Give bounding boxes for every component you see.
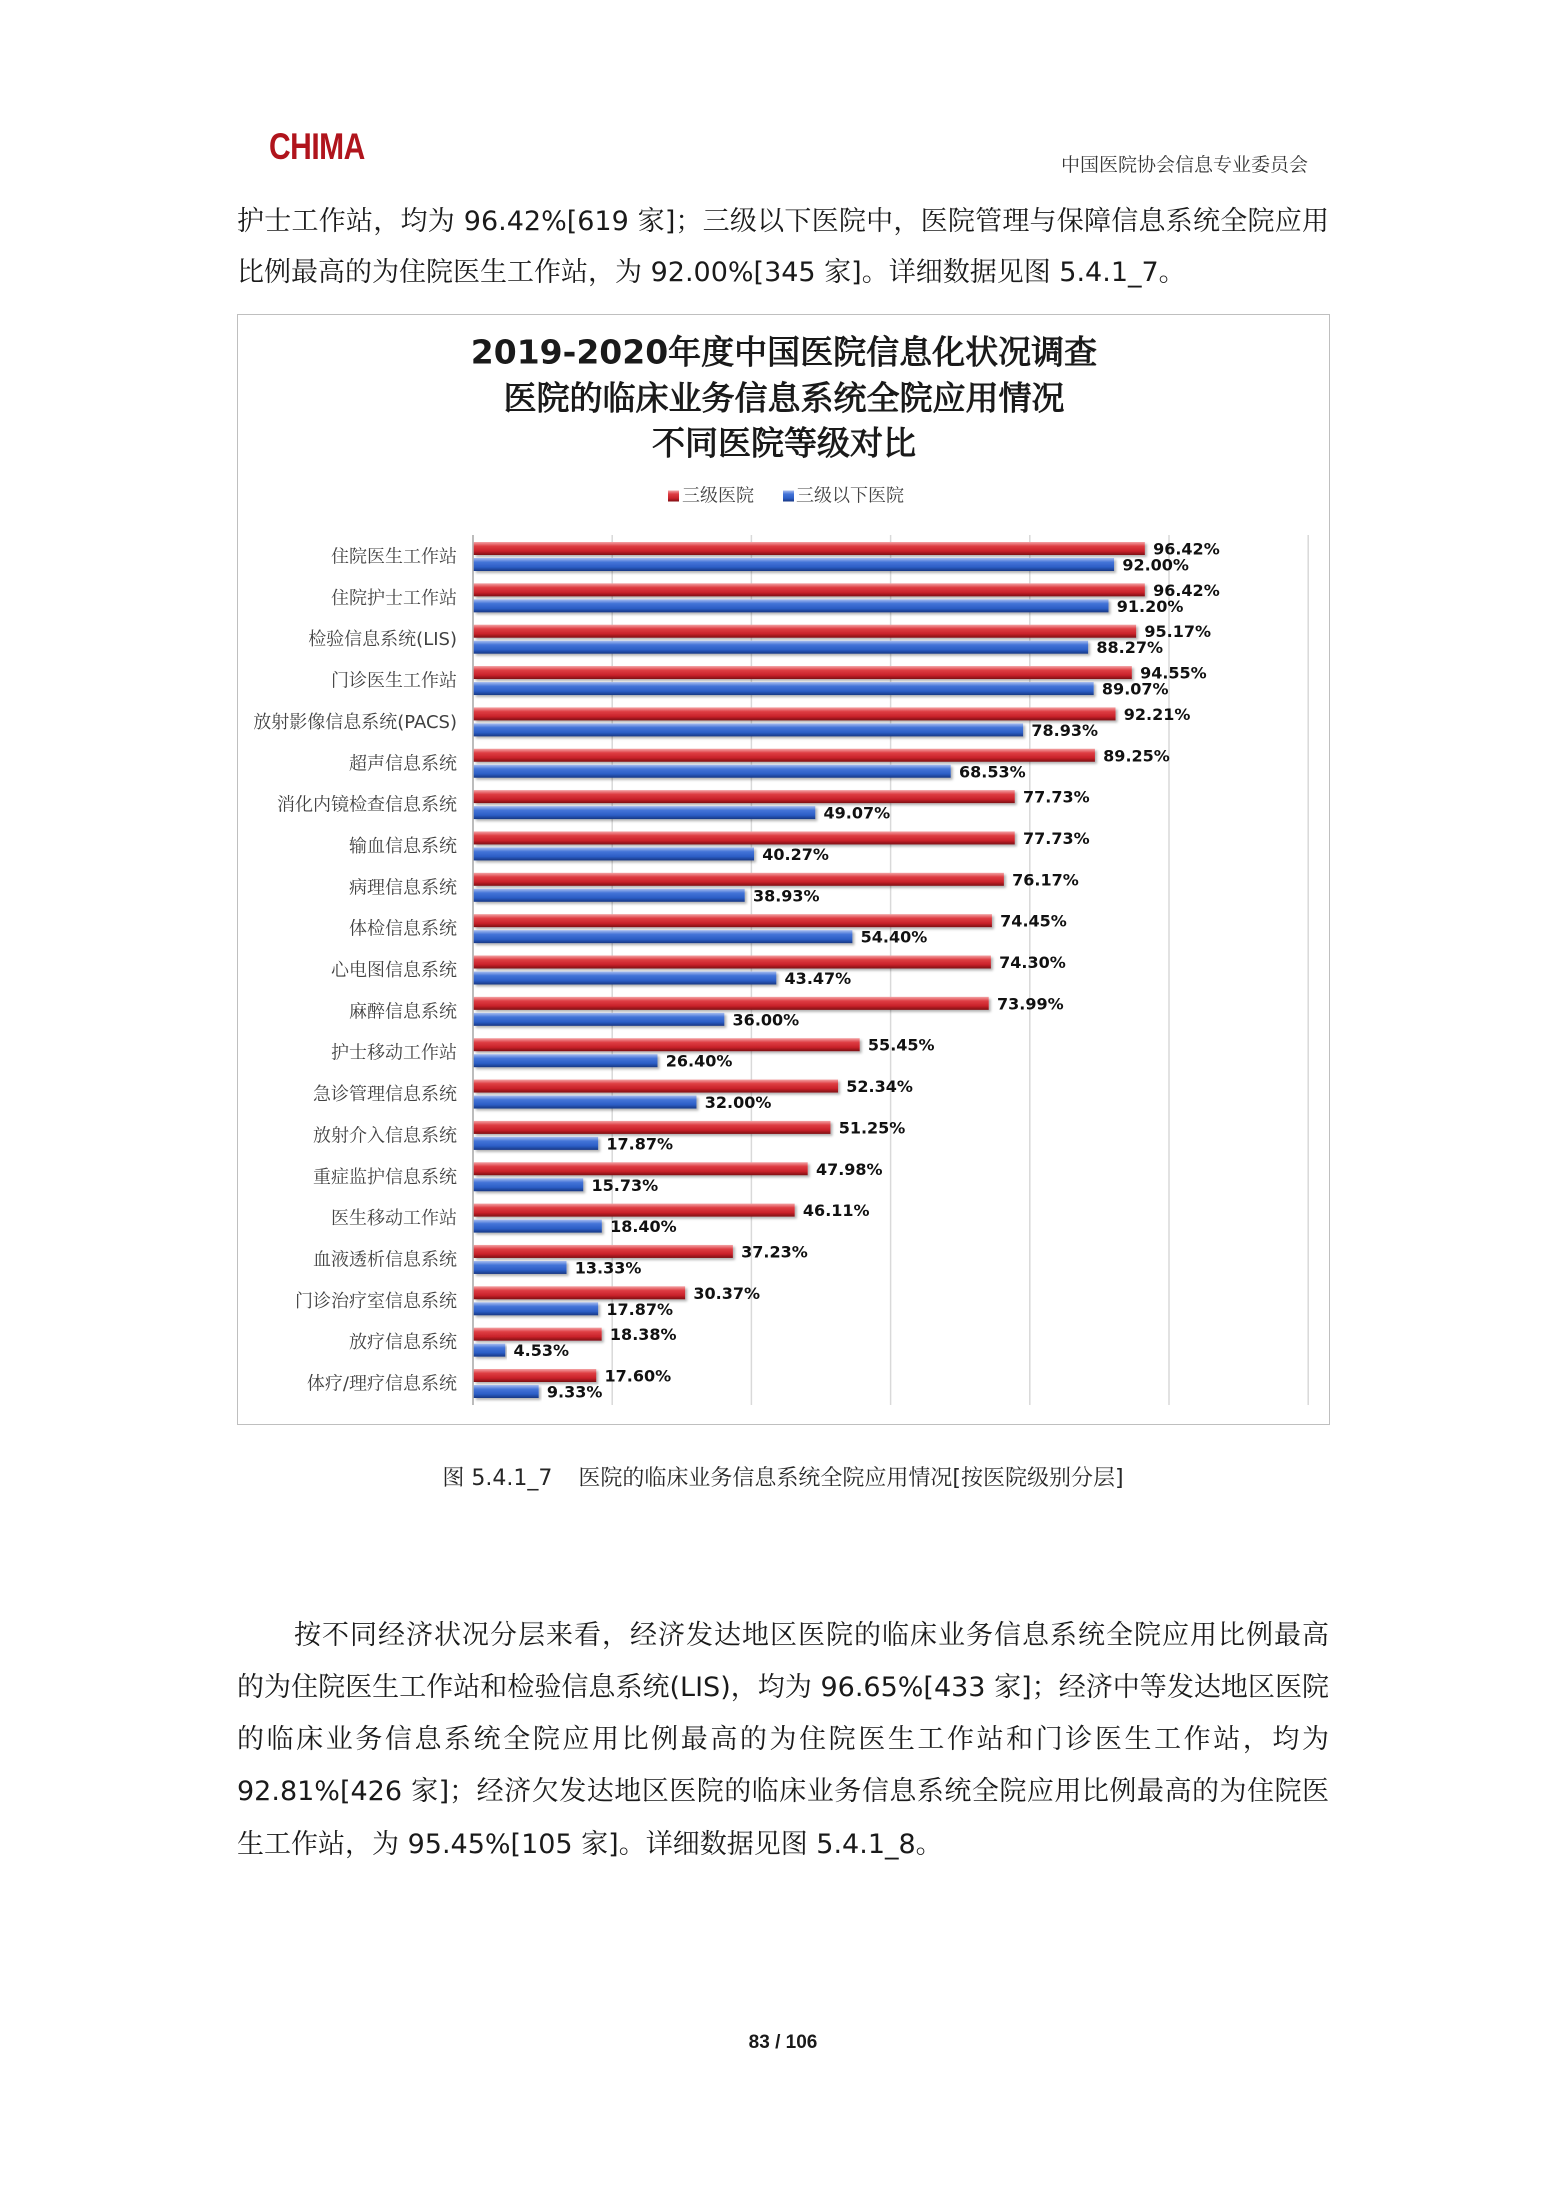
paragraph-2-line-5: 生工作站，为 95.45%[105 家]。详细数据见图 5.4.1_8。 [237, 1829, 943, 1860]
bar-tertiary-hospital [474, 666, 1132, 679]
legend-label-below-tertiary-hospital: 三级以下医院 [796, 485, 904, 507]
bar-below-tertiary-hospital [474, 930, 853, 943]
data-label-below-tertiary-hospital: 4.53% [513, 1341, 570, 1361]
data-label-below-tertiary-hospital: 36.00% [732, 1010, 800, 1030]
data-label-below-tertiary-hospital: 88.27% [1096, 638, 1163, 658]
bar-below-tertiary-hospital [474, 682, 1094, 695]
chart-frame [237, 314, 1330, 1425]
bar-below-tertiary-hospital [474, 1261, 567, 1274]
category-label: 病理信息系统 [349, 877, 457, 899]
paragraph-2-line-4: 92.81%[426 家]；经济欠发达地区医院的临床业务信息系统全院应用比例最高的为住院医 [237, 1776, 1329, 1807]
bar-below-tertiary-hospital [474, 847, 754, 860]
figure-caption [237, 1466, 1329, 1492]
chart-title-line-2: 医院的临床业务信息系统全院应用情况 [503, 378, 1065, 418]
bar-tertiary-hospital [474, 1080, 838, 1093]
bar-below-tertiary-hospital [474, 558, 1114, 571]
data-label-tertiary-hospital: 96.42% [1153, 539, 1220, 559]
data-label-tertiary-hospital: 89.25% [1103, 746, 1170, 766]
category-label: 体疗/理疗信息系统 [306, 1373, 457, 1395]
data-label-tertiary-hospital: 95.17% [1144, 622, 1212, 642]
data-label-tertiary-hospital: 94.55% [1140, 663, 1207, 683]
data-label-below-tertiary-hospital: 68.53% [958, 762, 1026, 782]
bar-tertiary-hospital [474, 831, 1015, 844]
data-label-tertiary-hospital: 30.37% [693, 1283, 761, 1303]
data-label-below-tertiary-hospital: 54.40% [860, 927, 928, 947]
chima-logo: CHIMA [269, 126, 365, 168]
data-label-below-tertiary-hospital: 78.93% [1031, 720, 1098, 740]
bar-tertiary-hospital [474, 707, 1116, 720]
data-label-below-tertiary-hospital: 15.73% [591, 1175, 659, 1195]
bar-tertiary-hospital [474, 625, 1136, 638]
category-label: 输血信息系统 [349, 835, 457, 857]
legend-swatch-tertiary-hospital [668, 491, 679, 502]
bar-below-tertiary-hospital [474, 723, 1023, 736]
bar-tertiary-hospital [474, 873, 1004, 886]
bar-below-tertiary-hospital [474, 641, 1088, 654]
paragraph-2-line-3: 的临床业务信息系统全院应用比例最高的为住院医生工作站和门诊医生工作站，均为 [237, 1724, 1329, 1755]
data-label-tertiary-hospital: 18.38% [609, 1325, 677, 1345]
category-label: 体检信息系统 [349, 918, 457, 940]
data-label-tertiary-hospital: 37.23% [741, 1242, 808, 1262]
category-label: 放疗信息系统 [349, 1332, 457, 1354]
paragraph-2-line-1: 按不同经济状况分层来看，经济发达地区医院的临床业务信息系统全院应用比例最高 [294, 1620, 1329, 1651]
bar-tertiary-hospital [474, 1038, 860, 1051]
data-label-tertiary-hospital: 92.21% [1123, 704, 1191, 724]
bar-tertiary-hospital [474, 749, 1095, 762]
data-label-below-tertiary-hospital: 9.33% [546, 1382, 603, 1402]
data-label-below-tertiary-hospital: 43.47% [784, 969, 852, 988]
bar-below-tertiary-hospital [474, 889, 745, 902]
data-label-below-tertiary-hospital: 18.40% [610, 1217, 677, 1237]
bar-below-tertiary-hospital [474, 1013, 725, 1026]
data-label-below-tertiary-hospital: 49.07% [823, 803, 891, 823]
data-label-tertiary-hospital: 77.73% [1023, 828, 1090, 848]
legend-swatch-below-tertiary-hospital [783, 491, 794, 502]
paragraph-2-line-2: 的为住院医生工作站和检验信息系统(LIS)，均为 96.65%[433 家]；经济中等发达地区医院 [237, 1672, 1329, 1703]
bar-tertiary-hospital [474, 790, 1015, 803]
header-organization-name: 中国医院协会信息专业委员会 [1060, 154, 1308, 176]
category-label: 护士移动工作站 [331, 1042, 457, 1064]
category-label: 麻醉信息系统 [349, 1001, 457, 1023]
bar-below-tertiary-hospital [474, 1220, 602, 1233]
data-label-below-tertiary-hospital: 17.87% [606, 1299, 674, 1319]
bar-chart [238, 315, 1329, 1424]
data-label-tertiary-hospital: 55.45% [867, 1035, 935, 1055]
bar-tertiary-hospital [474, 1369, 596, 1382]
bar-tertiary-hospital [474, 1328, 602, 1341]
bar-below-tertiary-hospital [474, 806, 816, 819]
paragraph-1-line-2: 比例最高的为住院医生工作站，为 92.00%[345 家]。详细数据见图 5.4.1_7。 [237, 257, 1186, 288]
category-label: 血液透析信息系统 [313, 1249, 457, 1271]
category-label: 门诊治疗室信息系统 [295, 1290, 457, 1312]
bar-tertiary-hospital [474, 914, 992, 927]
category-label: 住院护士工作站 [331, 587, 457, 609]
bar-tertiary-hospital [474, 1286, 685, 1299]
data-label-tertiary-hospital: 52.34% [846, 1077, 913, 1097]
data-label-tertiary-hospital: 47.98% [815, 1159, 883, 1179]
bar-tertiary-hospital [474, 997, 989, 1010]
data-label-below-tertiary-hospital: 13.33% [574, 1258, 642, 1278]
bar-below-tertiary-hospital [474, 1385, 539, 1398]
data-label-below-tertiary-hospital: 26.40% [665, 1051, 733, 1071]
category-label: 住院医生工作站 [331, 546, 457, 568]
data-label-below-tertiary-hospital: 91.20% [1116, 596, 1184, 616]
data-label-tertiary-hospital: 96.42% [1153, 580, 1220, 600]
figure-caption-number: 图 5.4.1_7 [442, 1466, 553, 1491]
data-label-below-tertiary-hospital: 89.07% [1101, 679, 1169, 699]
bar-below-tertiary-hospital [474, 1096, 697, 1109]
bar-tertiary-hospital [474, 583, 1145, 596]
bar-tertiary-hospital [474, 542, 1145, 555]
chart-legend [668, 486, 904, 507]
data-label-tertiary-hospital: 77.73% [1023, 787, 1090, 807]
chart-title-line-1: 2019-2020年度中国医院信息化状况调查 [470, 332, 1098, 372]
bar-below-tertiary-hospital [474, 1178, 583, 1191]
category-label: 放射影像信息系统(PACS) [253, 711, 457, 733]
data-label-tertiary-hospital: 51.25% [838, 1118, 906, 1138]
category-label: 心电图信息系统 [331, 960, 457, 981]
category-label: 重症监护信息系统 [313, 1166, 457, 1188]
bar-tertiary-hospital [474, 1121, 831, 1134]
chart-title-line-3: 不同医院等级对比 [652, 423, 916, 463]
data-label-tertiary-hospital: 76.17% [1012, 870, 1079, 890]
category-label: 超声信息系统 [349, 753, 457, 775]
page-number: 83 / 106 [748, 2032, 818, 2053]
data-label-below-tertiary-hospital: 38.93% [752, 886, 820, 906]
bar-below-tertiary-hospital [474, 765, 951, 778]
data-label-below-tertiary-hospital: 92.00% [1122, 555, 1189, 575]
category-label: 消化内镜检查信息系统 [277, 794, 457, 816]
category-label: 急诊管理信息系统 [313, 1084, 457, 1106]
bar-below-tertiary-hospital [474, 599, 1109, 612]
category-label: 放射介入信息系统 [313, 1125, 457, 1147]
category-label: 检验信息系统(LIS) [308, 629, 457, 651]
data-label-tertiary-hospital: 46.11% [802, 1201, 870, 1221]
bar-below-tertiary-hospital [474, 1302, 598, 1315]
data-label-tertiary-hospital: 73.99% [996, 994, 1064, 1014]
bar-tertiary-hospital [474, 956, 991, 969]
data-label-below-tertiary-hospital: 40.27% [762, 844, 829, 864]
bar-below-tertiary-hospital [474, 1344, 506, 1357]
category-label: 医生移动工作站 [331, 1208, 457, 1230]
bar-below-tertiary-hospital [474, 1054, 658, 1067]
category-label: 门诊医生工作站 [331, 670, 457, 692]
paragraph-1-line-1: 护士工作站，均为 96.42%[619 家]；三级以下医院中，医院管理与保障信息系统全院应用 [237, 206, 1329, 237]
bar-tertiary-hospital [474, 1162, 808, 1175]
data-label-below-tertiary-hospital: 32.00% [704, 1093, 772, 1113]
legend-label-tertiary-hospital: 三级医院 [682, 485, 754, 507]
data-label-tertiary-hospital: 74.45% [1000, 911, 1067, 931]
data-label-tertiary-hospital: 74.30% [999, 953, 1066, 972]
data-label-tertiary-hospital: 17.60% [604, 1366, 672, 1386]
figure-caption-text: 医院的临床业务信息系统全院应用情况[按医院级别分层] [578, 1466, 1124, 1491]
bar-tertiary-hospital [474, 1204, 795, 1217]
bar-tertiary-hospital [474, 1245, 733, 1258]
bar-below-tertiary-hospital [474, 1137, 598, 1150]
data-label-below-tertiary-hospital: 17.87% [606, 1134, 674, 1154]
bar-below-tertiary-hospital [474, 972, 777, 985]
